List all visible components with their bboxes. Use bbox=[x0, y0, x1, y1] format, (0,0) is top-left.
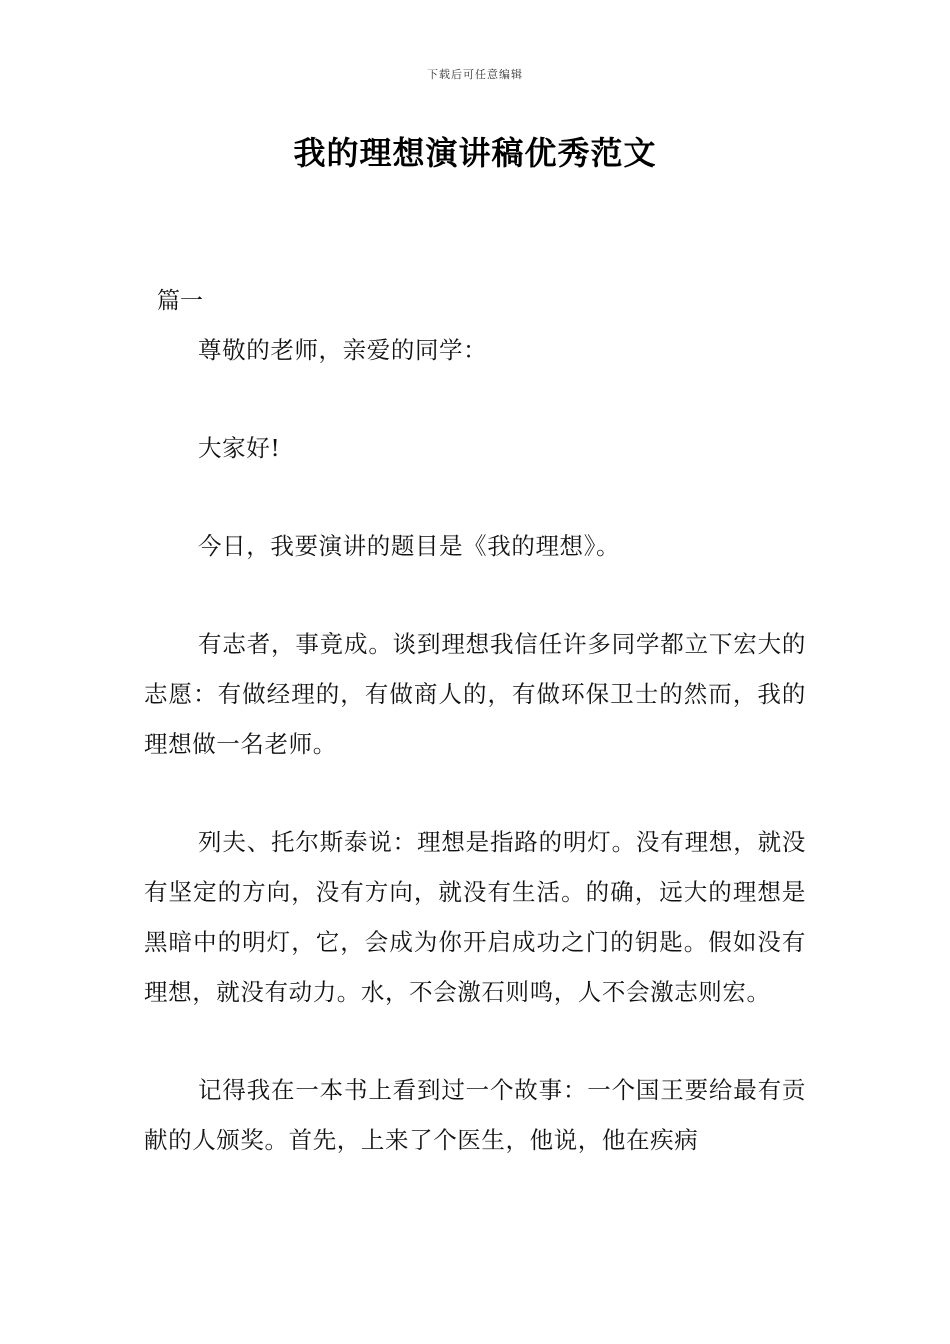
paragraph-hello: 大家好! bbox=[198, 434, 281, 462]
paragraph-greeting: 尊敬的老师，亲爱的同学： bbox=[198, 336, 488, 364]
paragraph-ambition: 有志者，事竟成。谈到理想我信任许多同学都立下宏大的志愿：有做经理的，有做商人的，有做环保卫士的然而，我的理想做一名老师。 bbox=[144, 630, 806, 758]
paragraph-story: 记得我在一本书上看到过一个故事：一个国王要给最有贡献的人颁奖。首先，上来了个医生，他说，他在疾病 bbox=[144, 1076, 806, 1154]
body-text bbox=[144, 325, 806, 1213]
document-title: 我的理想演讲稿优秀范文 bbox=[293, 134, 657, 172]
header-note: 下载后可任意编辑 bbox=[427, 68, 523, 81]
paragraph-tolstoy-quote: 列夫、托尔斯泰说：理想是指路的明灯。没有理想，就没有坚定的方向，没有方向，就没有生活。的确，远大的理想是黑暗中的明灯，它，会成为你开启成功之门的钥匙。假如没有理想，就没有动力。水，不会激石则鸣，人不会激志则宏。 bbox=[144, 828, 806, 1006]
paragraph-topic: 今日，我要演讲的题目是《我的理想》。 bbox=[198, 532, 621, 560]
section-label: 篇一 bbox=[157, 288, 203, 314]
